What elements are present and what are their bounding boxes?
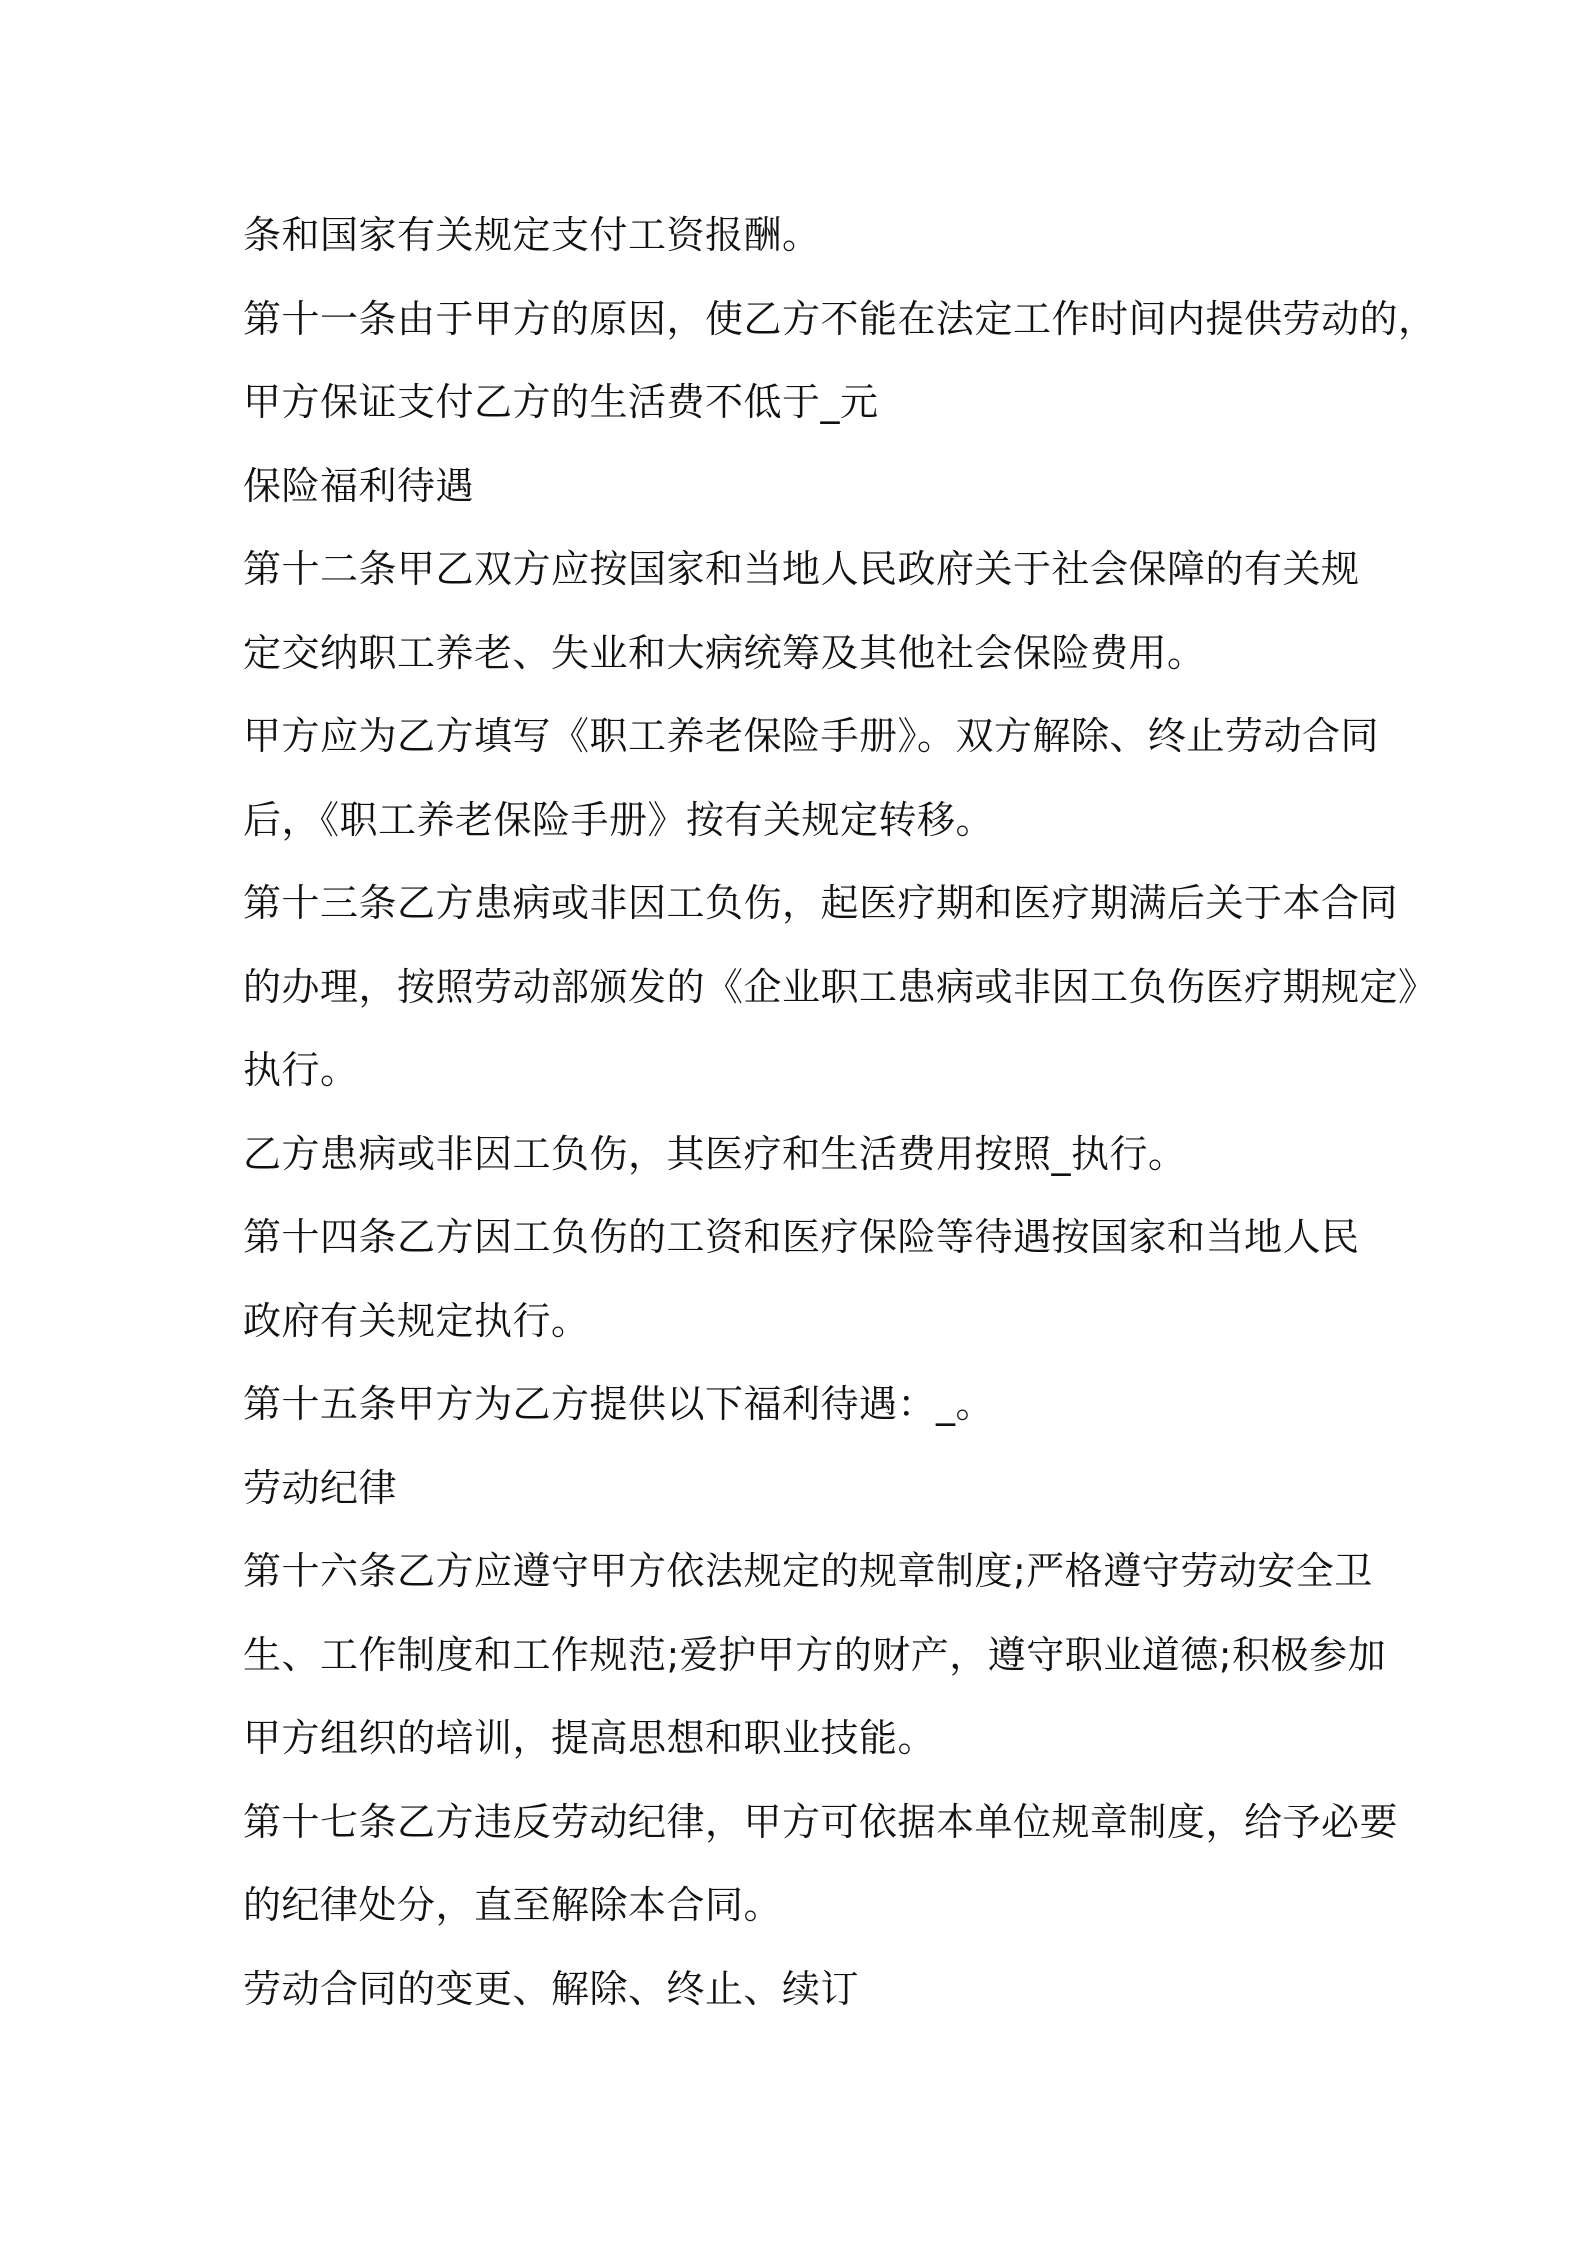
text-line: 执行。 (243, 1048, 359, 1092)
text-line: 第十四条乙方因工负伤的工资和医疗保险等待遇按国家和当地人民 (243, 1215, 1360, 1259)
text-line: 生、工作制度和工作规范;爱护甲方的财产，遵守职业道德;积极参加 (243, 1632, 1387, 1677)
text-line: 条和国家有关规定支付工资报酬。 (243, 213, 821, 257)
text-line: 第十二条甲乙双方应按国家和当地人民政府关于社会保障的有关规 (243, 547, 1360, 591)
text-line: 第十六条乙方应遵守甲方依法规定的规章制度;严格遵守劳动安全卫 (243, 1549, 1373, 1593)
text-line: 的纪律处分，直至解除本合同。 (243, 1883, 783, 1927)
text-line: 的办理，按照劳动部颁发的《企业职工患病或非因工负伤医疗期规定》 (243, 964, 1437, 1009)
text-line: 第十一条由于甲方的原因，使乙方不能在法定工作时间内提供劳动的， (243, 296, 1437, 341)
text-line: 第十七条乙方违反劳动纪律，甲方可依据本单位规章制度，给予必要 (243, 1799, 1399, 1844)
section-heading: 劳动纪律 (243, 1465, 398, 1510)
text-line: 第十五条甲方为乙方提供以下福利待遇：_。 (243, 1382, 995, 1426)
section-heading: 劳动合同的变更、解除、终止、续订 (243, 1966, 860, 2011)
text-line: 定交纳职工养老、失业和大病统筹及其他社会保险费用。 (243, 630, 1206, 675)
text-line: 第十三条乙方患病或非因工负伤，起医疗期和医疗期满后关于本合同 (243, 881, 1399, 925)
text-line: 甲方组织的培训，提高思想和职业技能。 (243, 1716, 937, 1760)
section-heading: 保险福利待遇 (243, 463, 475, 508)
text-line: 后，《职工养老保险手册》按有关规定转移。 (243, 797, 995, 842)
document-body (243, 194, 1437, 2031)
text-line: 甲方保证支付乙方的生活费不低于_元 (243, 380, 879, 424)
text-line: 甲方应为乙方填写《职工养老保险手册》。双方解除、终止劳动合同 (243, 714, 1380, 758)
text-line: 乙方患病或非因工负伤，其医疗和生活费用按照_执行。 (243, 1131, 1187, 1176)
text-line: 政府有关规定执行。 (243, 1298, 590, 1343)
